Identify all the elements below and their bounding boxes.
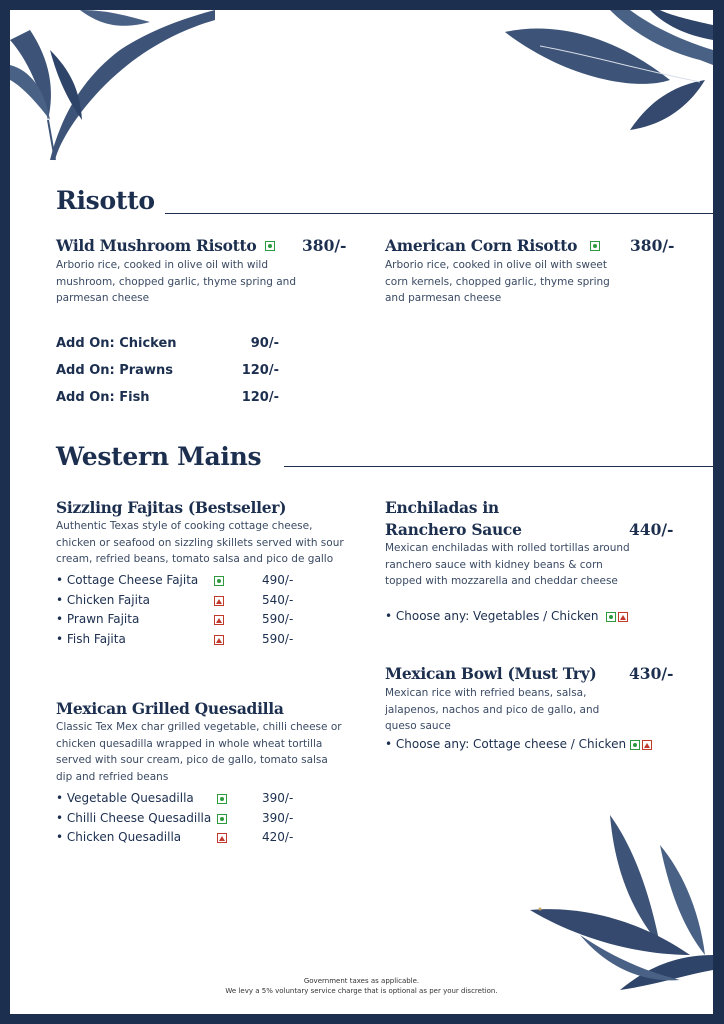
option-label: • Chicken Fajita (56, 593, 151, 607)
section-divider (284, 466, 713, 467)
item-description: Mexican enchiladas with rolled tortillas around ranchero sauce with kidney beans & corn topped with mozzarella and cheddar cheese (385, 542, 630, 587)
item-name: Sizzling Fajitas (Bestseller) (56, 498, 287, 517)
option-label: • Chilli Cheese Quesadilla (56, 811, 212, 825)
addon-label: Add On: Fish (56, 390, 150, 405)
option-price: 590/- (262, 632, 294, 646)
section-title-western-mains: Western Mains (56, 442, 262, 471)
item-price: 430/- (629, 664, 674, 683)
addon-label: Add On: Chicken (56, 336, 177, 351)
leaf-decoration-bottom-right (520, 805, 713, 1005)
leaf-decoration-top-right (500, 10, 713, 150)
item-name: American Corn Risotto (385, 236, 578, 255)
non-veg-icon (217, 833, 227, 843)
veg-icon (606, 612, 616, 622)
footer-service-charge-note: We levy a 5% voluntary service charge that is optional as per your discretion. (225, 987, 498, 995)
item-description: Mexican rice with refried beans, salsa, jalapenos, nachos and pico de gallo, and queso sauce (385, 687, 600, 732)
section-title-risotto: Risotto (56, 186, 155, 215)
addon-price: 120/- (241, 363, 279, 378)
item-name-line2: Ranchero Sauce (385, 520, 522, 539)
option-label: • Vegetable Quesadilla (56, 791, 194, 805)
option-label: • Chicken Quesadilla (56, 830, 182, 844)
non-veg-icon (214, 615, 224, 625)
section-divider (165, 213, 713, 214)
veg-icon (214, 576, 224, 586)
item-description: Arborio rice, cooked in olive oil with sweet corn kernels, chopped garlic, thyme spring and parmesan cheese (385, 259, 610, 304)
veg-icon (217, 814, 227, 824)
item-name: Mexican Bowl (Must Try) (385, 664, 597, 683)
item-name: Wild Mushroom Risotto (56, 236, 257, 255)
non-veg-icon (214, 596, 224, 606)
option-price: 490/- (262, 573, 294, 587)
option-label: • Prawn Fajita (56, 612, 140, 626)
item-name: Mexican Grilled Quesadilla (56, 699, 284, 718)
addon-price: 90/- (250, 336, 279, 351)
footer-tax-note: Government taxes as applicable. (303, 977, 420, 985)
non-veg-icon (618, 612, 628, 622)
option-price: 540/- (262, 593, 294, 607)
veg-icon (265, 241, 275, 251)
veg-icon (590, 241, 600, 251)
option-price: 590/- (262, 612, 294, 626)
choose-any-label: • Choose any: Vegetables / Chicken (385, 609, 599, 623)
item-price: 440/- (629, 520, 674, 539)
addon-price: 120/- (241, 390, 279, 405)
item-description: Authentic Texas style of cooking cottage cheese, chicken or seafood on sizzling skillets served with sour cream, refried beans, tomato salsa and pico de gallo (56, 520, 344, 565)
choose-any-label: • Choose any: Cottage cheese / Chicken (385, 737, 627, 751)
item-description: Arborio rice, cooked in olive oil with wild mushroom, chopped garlic, thyme spring and parmesan cheese (56, 259, 296, 304)
option-price: 420/- (262, 830, 294, 844)
veg-icon (217, 794, 227, 804)
option-label: • Fish Fajita (56, 632, 126, 646)
leaf-decoration-top-left (10, 10, 220, 170)
addon-label: Add On: Prawns (56, 363, 173, 378)
item-price: 380/- (302, 236, 347, 255)
item-description: Classic Tex Mex char grilled vegetable, chilli cheese or chicken quesadilla wrapped in whole wheat tortilla served with sour cream, pico de gallo, tomato salsa dip and refried beans (56, 721, 342, 783)
item-name-line1: Enchiladas in (385, 498, 499, 517)
item-price: 380/- (630, 236, 675, 255)
option-price: 390/- (262, 811, 294, 825)
non-veg-icon (642, 740, 652, 750)
menu-page (10, 10, 713, 1014)
option-price: 390/- (262, 791, 294, 805)
non-veg-icon (214, 635, 224, 645)
veg-icon (630, 740, 640, 750)
option-label: • Cottage Cheese Fajita (56, 573, 199, 587)
